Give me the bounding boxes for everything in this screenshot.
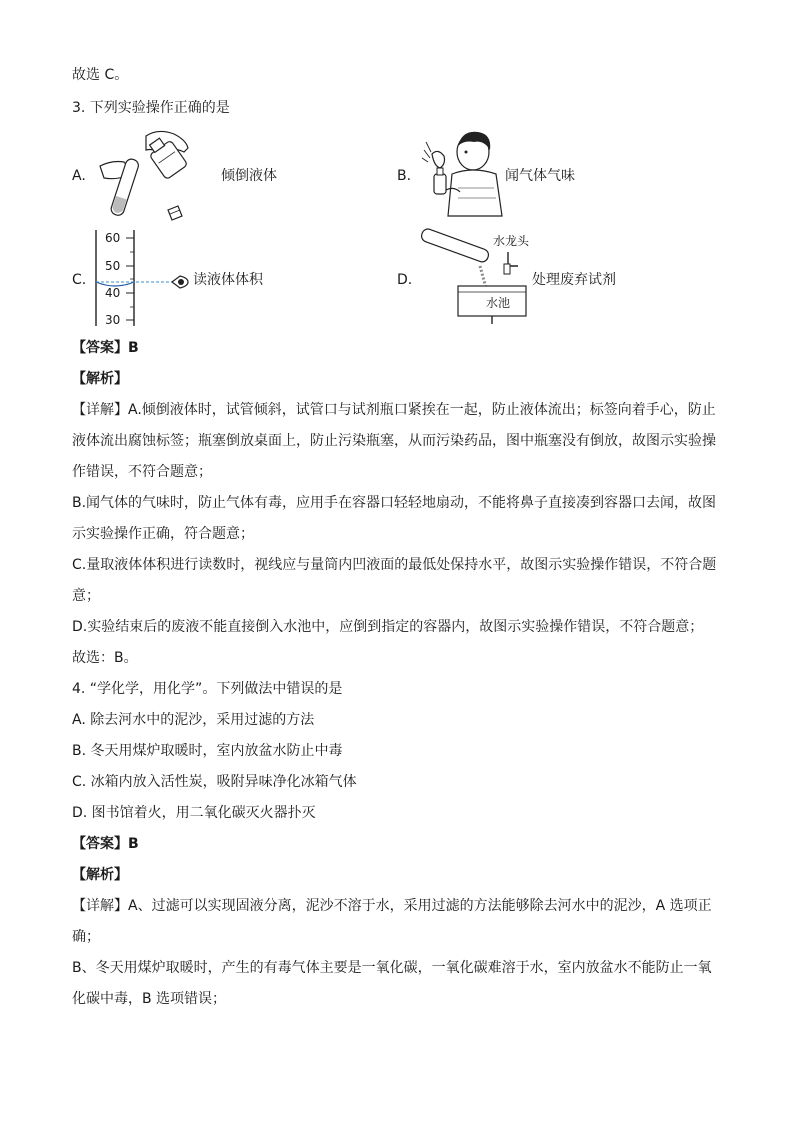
q4-detail-line: 确； <box>72 929 100 945</box>
q4-option-c: C. 冰箱内放入活性炭，吸附异味净化冰箱气体 <box>72 774 357 790</box>
q3-detail-line: C.量取液体体积进行读数时，视线应与量筒内凹液面的最低处保持水平，故图示实验操作错误，不符合题 <box>72 557 717 573</box>
q3-detail-line: 示实验操作正确，符合题意； <box>72 526 254 542</box>
q4-analysis-tag: 【解析】 <box>72 867 128 883</box>
q3-detail-line: 故选：B。 <box>72 650 138 666</box>
q4-detail-line: 化碳中毒，B 选项错误； <box>72 991 227 1007</box>
smelling-gas-figure <box>418 128 508 218</box>
q3-analysis-tag: 【解析】 <box>72 371 128 387</box>
option-c-caption: 读液体体积 <box>193 272 263 288</box>
q4-option-a: A. 除去河水中的泥沙，采用过滤的方法 <box>72 712 315 728</box>
question-4-stem: 4. “学化学，用化学”。下列做法中错误的是 <box>72 681 343 697</box>
q3-detail-line: 意； <box>72 588 100 604</box>
q4-option-b: B. 冬天用煤炉取暖时，室内放盆水防止中毒 <box>72 743 343 759</box>
q3-detail-line: B.闻气体的气味时，防止气体有毒，应用手在容器口轻轻地扇动，不能将鼻子直接凑到容器口去闻，故图 <box>72 495 717 511</box>
option-a-caption: 倾倒液体 <box>221 168 277 184</box>
q4-answer: 【答案】B <box>72 836 139 852</box>
option-d-letter: D. <box>397 272 413 288</box>
option-b-caption: 闻气体气味 <box>505 168 575 184</box>
q3-detail-line: 作错误，不符合题意； <box>72 464 212 480</box>
q4-detail-line: 【详解】A、过滤可以实现固液分离，泥沙不溶于水，采用过滤的方法能够除去河水中的泥沙，A 选项正 <box>72 898 712 914</box>
q4-detail-line: B、冬天用煤炉取暖时，产生的有毒气体主要是一氧化碳，一氧化碳难溶于水，室内放盆水不能防止一氧 <box>72 960 712 976</box>
q3-detail-line: 【详解】A.倾倒液体时，试管倾斜，试管口与试剂瓶口紧挨在一起，防止液体流出；标签向着手心，防止 <box>72 402 716 418</box>
pouring-liquid-figure <box>96 128 206 228</box>
question-3-stem: 3. 下列实验操作正确的是 <box>72 100 230 116</box>
cylinder-tick-40: 40 <box>105 286 121 300</box>
option-d-caption: 处理废弃试剂 <box>532 272 616 288</box>
previous-answer-line: 故选 C。 <box>72 67 129 83</box>
option-c-letter: C. <box>72 272 87 288</box>
q3-detail-line: 液体流出腐蚀标签；瓶塞倒放桌面上，防止污染瓶塞，从而污染药品，图中瓶塞没有倒放，故图示实验操 <box>72 433 716 449</box>
cylinder-tick-30: 30 <box>105 313 121 327</box>
sink-label: 水池 <box>486 296 511 310</box>
option-b-letter: B. <box>397 168 412 184</box>
q3-answer: 【答案】B <box>72 340 139 356</box>
cylinder-tick-60: 60 <box>105 231 121 245</box>
option-a-letter: A. <box>72 168 86 184</box>
tap-label: 水龙头 <box>493 234 530 248</box>
cylinder-tick-50: 50 <box>105 259 121 273</box>
q3-detail-line: D.实验结束后的废液不能直接倒入水池中，应倒到指定的容器内，故图示实验操作错误，不符合题意； <box>72 619 704 635</box>
q4-option-d: D. 图书馆着火，用二氧化碳灭火器扑灭 <box>72 805 316 821</box>
